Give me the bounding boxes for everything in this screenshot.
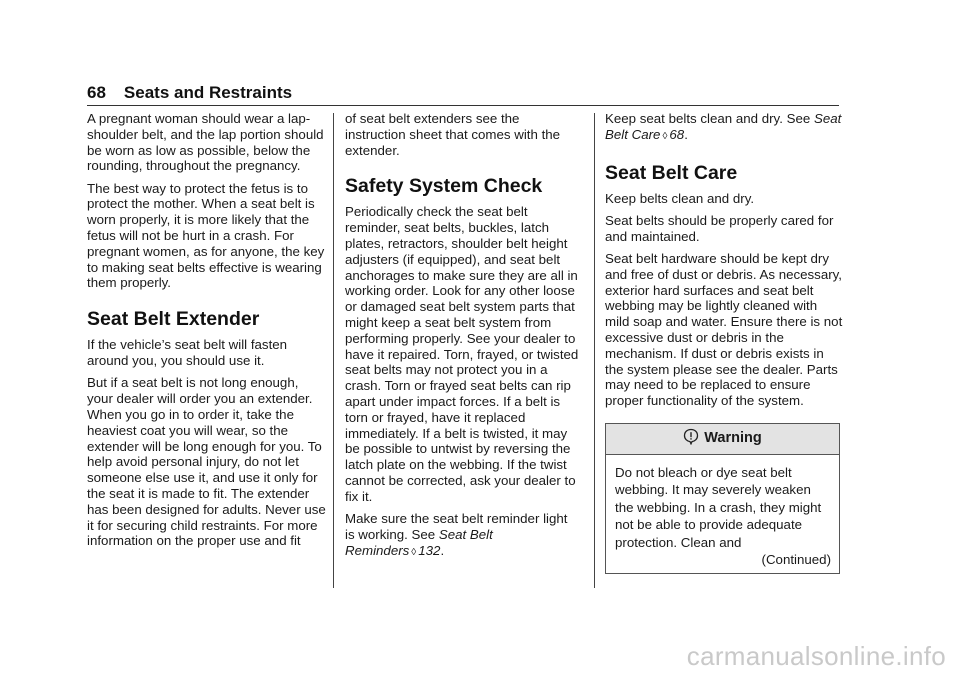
paragraph: But if a seat belt is not long enough, your dealer will order you an extender. When you go in to order it, take the heaviest coat you will wear, so the extender will be long enough for you. To help avoid personal injury, do not let someone else use it, and use it only for the seat it is made to fit. The extender has been designed for adults. Never use it for securing child restraints. For more information on the proper use and fit — [87, 375, 326, 549]
paragraph: Periodically check the seat belt reminder, seat belts, buckles, latch plates, retractors, shoulder belt height adjusters (if equipped), and seat belt anchorages to make sure they are all in working order. Look for any other loose or damaged seat belt system parts that might keep a seat belt system from performing properly. See your dealer to have it repaired. Torn, frayed, or twisted seat belts may not protect you in a crash. Torn or frayed seat belts can rip apart under impact forces. If a belt is torn or frayed, have it replaced immediately. If a belt is twisted, it may be possible to untwist by reversing the latch plate on the webbing. If the twist cannot be corrected, ask your dealer to fix it. — [345, 204, 579, 504]
watermark: carmanualsonline.info — [686, 641, 946, 671]
paragraph: of seat belt extenders see the instruction sheet that comes with the extender. — [345, 111, 561, 158]
page-number: 68 — [87, 83, 106, 102]
paragraph-keep-clean — [605, 111, 843, 145]
column-1 — [87, 111, 327, 556]
page-ref-number[interactable]: 68 — [669, 126, 685, 142]
heading-seat-belt-care: Seat Belt Care — [605, 161, 738, 184]
xref-seat-belt-reminders-link[interactable]: Seat Belt Reminders — [345, 526, 493, 558]
column-2 — [345, 111, 580, 567]
paragraph: If the vehicle’s seat belt will fasten around you, you should use it. — [87, 337, 288, 369]
page-ref-number[interactable]: 132 — [418, 542, 441, 558]
paragraph: The best way to protect the fetus is to protect the mother. When a seat belt is worn properly, it is more likely that the fetus will not be hurt in a crash. For pregnant women, as for anyone, the key to making seat belts effective is wearing them properly. — [87, 180, 325, 291]
column-divider — [594, 113, 595, 588]
column-divider — [333, 113, 334, 588]
page-ref-arrow-icon: ◊ — [662, 130, 668, 142]
period: . — [684, 126, 688, 142]
paragraph: Keep belts clean and dry. — [605, 190, 755, 206]
paragraph-text: Make sure the seat belt reminder light is working. See — [345, 511, 568, 542]
warning-title: Warning — [704, 430, 762, 447]
warning-icon — [683, 428, 699, 450]
period: . — [440, 542, 445, 558]
paragraph: A pregnant woman should wear a lap-shoulder belt, and the lap portion should be worn as low as possible, below the rounding, throughout the pregnancy. — [87, 111, 324, 174]
warning-text: Do not bleach or dye seat belt webbing. It may severely weaken the webbing. In a crash, they might not be able to provide adequate protection. Clean and — [615, 464, 822, 550]
section-title: Seats and Restraints — [123, 83, 293, 102]
heading-safety-system-check: Safety System Check — [345, 175, 543, 198]
header-rule — [87, 105, 839, 106]
page-header — [87, 83, 839, 103]
continued-label: (Continued) — [761, 552, 831, 568]
warning-header — [606, 424, 839, 455]
xref-seat-belt-care-link[interactable]: Seat Belt Care — [605, 111, 842, 142]
paragraph-text: Keep seat belts clean and dry. See — [605, 111, 814, 126]
column-3 — [605, 111, 843, 574]
warning-box — [605, 423, 840, 574]
heading-seat-belt-extender: Seat Belt Extender — [87, 308, 260, 331]
page-ref-arrow-icon: ◊ — [411, 546, 417, 558]
paragraph: Seat belt hardware should be kept dry and free of dust or debris. As necessary, exterior hard surfaces and seat belt webbing may be lightly cleaned with mild soap and water. Ensure there is not excessive dust or debris in the mechanism. If dust or debris exists in the system please see the dealer. Parts may need to be replaced to ensure proper functionality of the system. — [605, 250, 843, 409]
paragraph-reminder — [345, 511, 580, 560]
paragraph: Seat belts should be properly cared for and maintained. — [605, 212, 834, 244]
warning-body — [606, 455, 839, 573]
header-text — [87, 83, 839, 103]
